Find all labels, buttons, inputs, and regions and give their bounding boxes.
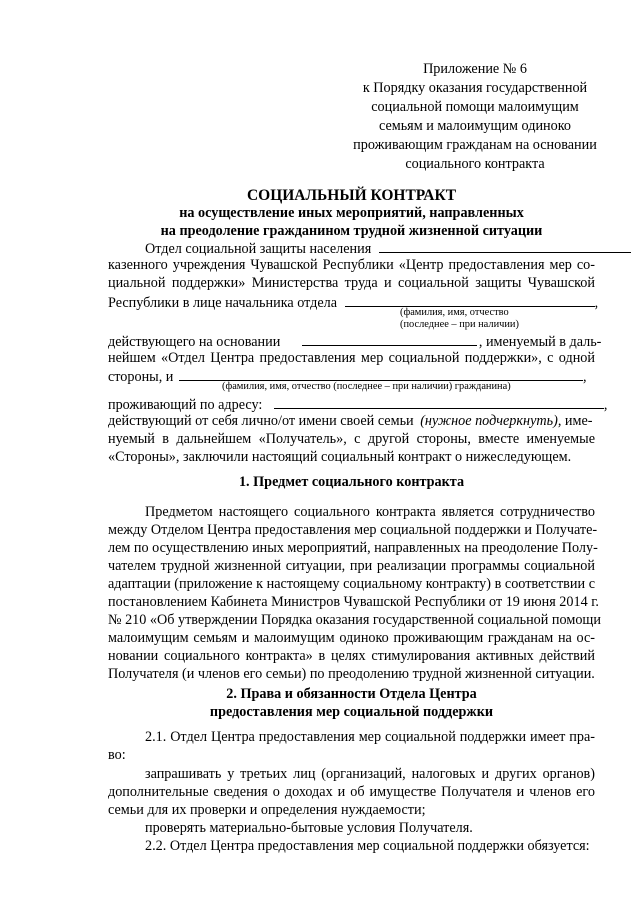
section-1-line-7: № 210 «Об утверждении Порядка оказания государственной социальной помощи xyxy=(108,612,601,628)
section-1-line-8: малоимущим семьям и малоимущим одиноко проживающим гражданам на ос- xyxy=(108,630,595,646)
section-1-line-9: новании социального контракта» в целях стимулирования активных действий xyxy=(108,648,595,664)
hint-head-name-1: (фамилия, имя, отчество xyxy=(400,307,509,318)
appendix-line-5: проживающим гражданам на основании xyxy=(353,137,597,153)
appendix-line-4: семьям и малоимущим одиноко xyxy=(378,118,572,134)
section-2-heading-2: предоставления мер социальной поддержки xyxy=(209,704,494,720)
section-1-heading: 1. Предмет социального контракта xyxy=(238,474,465,490)
preamble-line-8: проживающий по адресу: , xyxy=(108,394,595,413)
right-1-line-2: дополнительные сведения о доходах и об имуществе Получателя и членов его xyxy=(108,784,595,800)
preamble-line-6: нейшем «Отдел Центра предоставления мер социальной поддержки», с одной xyxy=(108,350,595,366)
section-1-line-1: Предметом настоящего социального контракта является сотрудничество xyxy=(145,504,595,520)
document-subtitle-1: на осуществление иных мероприятий, направленных xyxy=(179,205,524,221)
section-2-heading-1: 2. Права и обязанности Отдела Центра xyxy=(226,686,477,702)
preamble-line-3: циальной поддержки» Министерства труда и социальной защиты Чувашской xyxy=(108,275,595,291)
right-2-line: проверять материально-бытовые условия Получателя. xyxy=(145,820,473,836)
appendix-line-2: к Порядку оказания государственной xyxy=(362,80,588,96)
clause-2-1-line-1: 2.1. Отдел Центра предоставления мер социальной поддержки имеет пра- xyxy=(145,729,595,745)
preamble-line-5: действующего на основании , именуемый в даль- xyxy=(108,331,595,350)
citizen-name-blank xyxy=(179,366,583,381)
right-1-line-1: запрашивать у третьих лиц (организаций, налоговых и других органов) xyxy=(145,766,595,782)
section-1-line-4: чателем трудной жизненной ситуации, при реализации программы социальной xyxy=(108,558,595,574)
document-title: СОЦИАЛЬНЫЙ КОНТРАКТ xyxy=(246,187,457,204)
hint-citizen-name: (фамилия, имя, отчество (последнее – при наличии) гражданина) xyxy=(222,381,511,392)
appendix-line-6: социального контракта xyxy=(405,156,545,172)
preamble-line-1: Отдел социальной защиты населения xyxy=(108,238,595,257)
preamble-line-10: нуемый в дальнейшем «Получатель», с другой стороны, вместе именуемые xyxy=(108,431,595,447)
section-1-line-2: между Отделом Центра предоставления мер социальной поддержки и Получате- xyxy=(108,522,598,538)
preamble-line-9: действующий от себя лично/от имени своей семьи (нужное подчеркнуть), име- xyxy=(108,413,593,429)
section-1-line-10: Получателя (и членов его семьи) по преодолению трудной жизненной ситуации. xyxy=(108,666,595,682)
basis-blank xyxy=(302,331,477,346)
section-1-line-5: адаптации (приложение к настоящему социальному контракту) в соответствии с xyxy=(108,576,595,592)
section-1-line-6: постановлением Кабинета Министров Чувашской Республики от 19 июня 2014 г. xyxy=(108,594,599,610)
hint-head-name-2: (последнее – при наличии) xyxy=(400,319,519,330)
head-name-blank xyxy=(345,292,595,307)
address-blank xyxy=(274,394,604,409)
preamble-line-7: стороны, и , xyxy=(108,366,595,385)
document-subtitle-2: на преодоление гражданином трудной жизненной ситуации xyxy=(160,223,543,239)
right-1-line-3: семьи для их проверки и определения нуждаемости; xyxy=(108,802,426,818)
appendix-line-3: социальной помощи малоимущим xyxy=(371,99,579,115)
department-blank xyxy=(379,238,631,253)
preamble-line-11: «Стороны», заключили настоящий социальный контракт о нижеследующем. xyxy=(108,449,572,465)
preamble-line-2: казенного учреждения Чувашской Республики «Центр предоставления мер со- xyxy=(108,257,595,273)
section-1-line-3: лем по осуществлению иных мероприятий, направленных на преодоление Полу- xyxy=(108,540,598,556)
clause-2-2-line: 2.2. Отдел Центра предоставления мер социальной поддержки обязуется: xyxy=(145,838,590,854)
clause-2-1-line-2: во: xyxy=(108,747,126,763)
preamble-line-4: Республики в лице начальника отдела , xyxy=(108,292,595,311)
appendix-line-1: Приложение № 6 xyxy=(423,61,527,77)
